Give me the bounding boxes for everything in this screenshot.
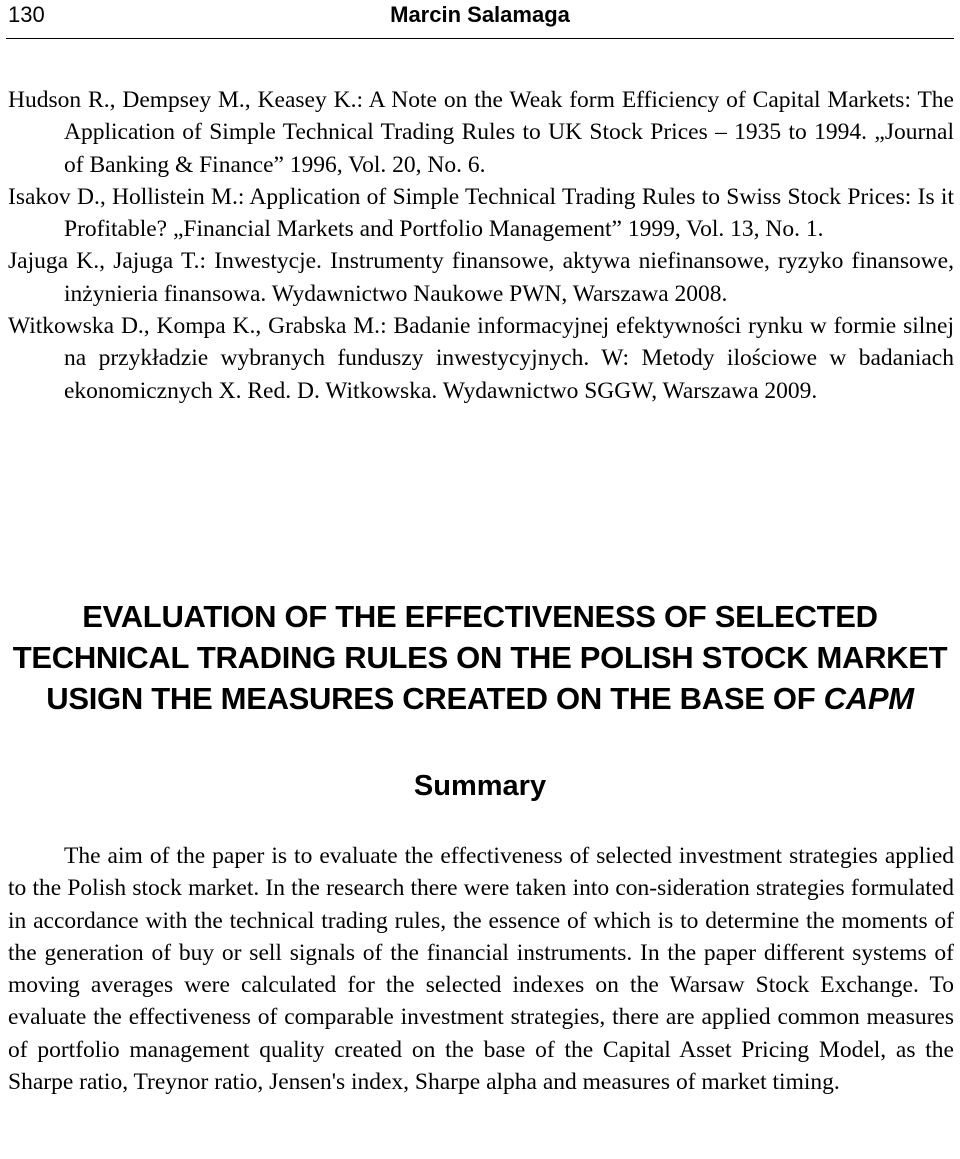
paper-title — [0, 596, 960, 719]
header-rule — [6, 38, 954, 39]
reference-authors: Hudson R., Dempsey M., Keasey K. — [8, 87, 357, 113]
reference-text: : Badanie informacyjnej efektywności rynku w formie silnej na przykładzie wybranych funduszy inwestycyjnych. W: Metody ilościowe w badaniach ekonomicznych X. Red. D. Witkowska. Wydawnictwo SGGW, Warszawa 2009. — [64, 313, 954, 404]
page-number: 130 — [8, 2, 45, 27]
reference-text: : Inwestycje. Instrumenty finansowe, aktywa niefinansowe, ryzyko finansowe, inżynieria finansowa. Wydawnictwo Naukowe PWN, Warszawa 2008. — [64, 248, 954, 307]
reference-item — [8, 181, 954, 246]
title-line-3 — [0, 678, 960, 719]
title-capm: CAPM — [823, 681, 914, 716]
reference-text: : Application of Simple Technical Trading Rules to Swiss Stock Prices: Is it Profitable? „Financial Markets and Portfolio Management” 1999, Vol. 13, No. 1. — [64, 183, 954, 243]
page-header — [0, 0, 960, 44]
title-line-2: TECHNICAL TRADING RULES ON THE POLISH STOCK MARKET — [12, 640, 948, 675]
reference-text: : A Note on the Weak form Efficiency of Capital Markets: The Application of Simple Technical Trading Rules to UK Stock Prices – 1935 to 1994. „Journal of Banking & Finance” 1996, Vol. 20, No. 6. — [64, 87, 954, 178]
title-line-3-text: USIGN THE MEASURES CREATED ON THE BASE OF — [46, 681, 824, 716]
reference-item — [8, 310, 954, 407]
summary-heading: Summary — [413, 770, 547, 802]
reference-authors: Jajuga K., Jajuga T. — [8, 248, 200, 275]
reference-authors: Witkowska D., Kompa K., Grabska M. — [8, 313, 381, 340]
reference-item — [8, 84, 954, 181]
reference-list — [8, 84, 954, 407]
title-line-1: EVALUATION OF THE EFFECTIVENESS OF SELECTED — [82, 599, 878, 634]
reference-item — [8, 245, 954, 310]
running-head-author: Marcin Salamaga — [390, 2, 570, 27]
reference-authors: Isakov D., Hollistein M. — [8, 183, 238, 210]
abstract-paragraph: The aim of the paper is to evaluate the effectiveness of selected investment strategies applied to the Polish stock market. In the research there were taken into con-sideration strategies formulated in accordance with the technical trading rules, the essence of which is to determine the moments of the generation of buy or sell signals of the financial instruments. In the paper different systems of moving averages were calculated for the selected indexes on the Warsaw Stock Exchange. To evaluate the effectiveness of comparable investment strategies, there are applied common measures of portfolio management quality created on the base of the Capital Asset Pricing Model, as the Sharpe ratio, Treynor ratio, Jensen's index, Sharpe alpha and measures of market timing. — [8, 843, 954, 1096]
